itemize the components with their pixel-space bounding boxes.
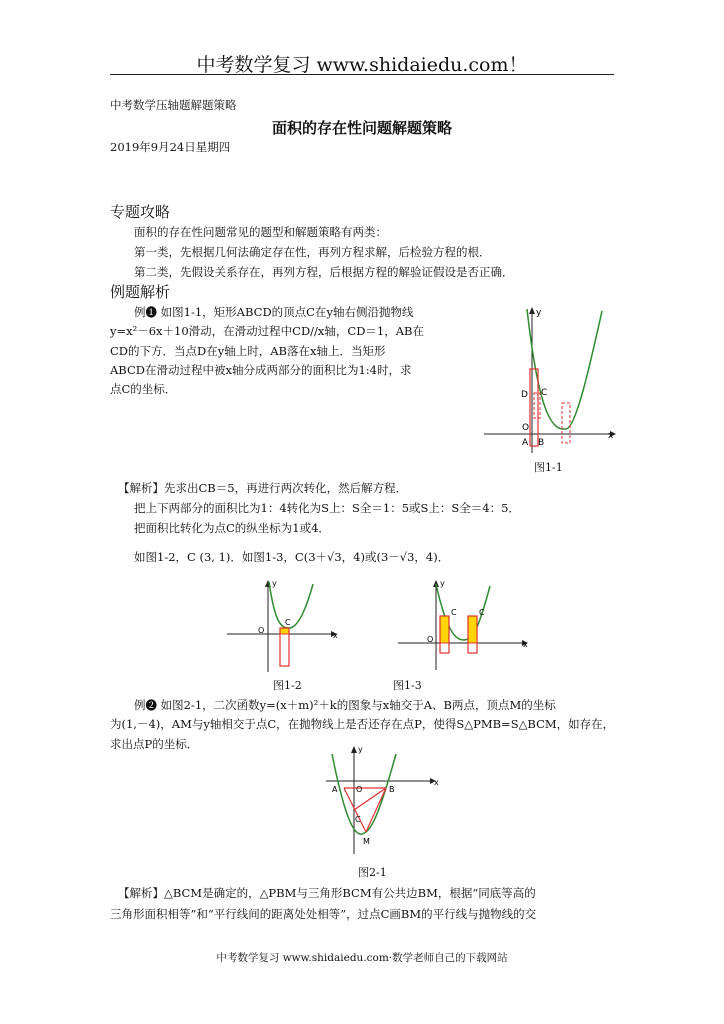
y-axis-arrow-icon xyxy=(351,746,357,753)
label-o: O xyxy=(356,785,363,794)
label-a: A xyxy=(332,785,338,794)
label-x: x xyxy=(434,778,439,787)
label-x: x xyxy=(333,631,338,640)
figure-1-3-caption: 图1-3 xyxy=(393,679,422,692)
label-d: D xyxy=(521,390,528,400)
shaded-area xyxy=(440,616,449,643)
label-c: C xyxy=(541,388,548,398)
parabola-curve xyxy=(269,582,313,628)
category-label: 中考数学压轴题解题策略 xyxy=(110,98,237,112)
label-c: C xyxy=(285,618,291,627)
analysis2-line: 【解析】△BCM是确定的，△PBM与三角形BCM有公共边BM，根据“同底等高的 xyxy=(118,886,536,900)
date-label: 2019年9月24日星期四 xyxy=(110,140,231,154)
analysis1-line: 把上下两部分的面积比为1：4转化为S上：S全＝1：5或S上：S全＝4：5． xyxy=(134,501,520,515)
label-y: y xyxy=(272,579,277,588)
label-c: C xyxy=(355,815,361,824)
strategy-line: 第二类，先假设关系存在，再列方程，后根据方程的解验证假设是否正确． xyxy=(134,265,514,279)
label-x: x xyxy=(608,431,614,441)
page-footer: 中考数学复习 www.shidaiedu.com·数学老师自己的下载网站 xyxy=(216,952,508,964)
label-a: A xyxy=(522,438,529,448)
example2-line: 求出点P的坐标． xyxy=(110,737,199,751)
y-axis-arrow-icon xyxy=(529,307,535,314)
analysis1-line: 【解析】先求出CB＝5，再进行两次转化，然后解方程． xyxy=(118,481,408,495)
label-c: C xyxy=(451,608,457,617)
figure-2-1 xyxy=(320,744,460,856)
label-x: x xyxy=(523,640,528,649)
figure-1-2 xyxy=(225,578,350,674)
label-b: B xyxy=(538,438,545,448)
label-y: y xyxy=(440,579,445,588)
label-c: C xyxy=(479,608,485,617)
example1-line: 例❶ 如图1-1，矩形ABCD的顶点C在y轴右侧沿抛物线 xyxy=(134,305,414,319)
site-header: 中考数学复习 www.shidaiedu.com！ xyxy=(196,54,528,76)
example1-line: 点C的坐标． xyxy=(110,382,177,396)
label-b: B xyxy=(389,785,395,794)
figure-1-1 xyxy=(480,305,620,455)
figure-1-1-caption: 图1-1 xyxy=(534,461,563,474)
strategy-line: 面积的存在性问题常见的题型和解题策略有两类： xyxy=(134,225,387,239)
header-divider xyxy=(110,74,614,75)
figure-1-3 xyxy=(392,578,532,674)
label-o: O xyxy=(522,423,530,433)
section-heading-examples: 例题解析 xyxy=(110,283,171,301)
analysis2-line: 三角形面积相等”和“平行线间的距离处处相等”，过点C画BM的平行线与抛物线的交 xyxy=(110,907,537,921)
example2-line: 例❷ 如图2-1，二次函数y=(x＋m)²＋k的图象与x轴交于A、B两点，顶点M的坐标 xyxy=(134,698,556,712)
label-o: O xyxy=(258,626,265,635)
figure-1-2-caption: 图1-2 xyxy=(273,679,302,692)
rectangle-moving xyxy=(562,403,570,443)
section-heading-strategy: 专题攻略 xyxy=(110,203,171,221)
example1-line: ABCD在滑动过程中被x轴分成两部分的面积比为1:4时，求 xyxy=(110,363,412,377)
label-o: O xyxy=(427,635,434,644)
parabola-curve xyxy=(332,754,396,834)
label-m: M xyxy=(363,837,370,846)
analysis1-line: 把面积比转化为点C的纵坐标为1或4． xyxy=(134,521,330,535)
rectangle-moving xyxy=(534,393,540,418)
page-title: 面积的存在性问题解题策略 xyxy=(271,119,452,137)
example1-line: CD的下方．当点D在y轴上时，AB落在x轴上．当矩形 xyxy=(110,344,386,358)
example2-line: 为(1,－4)，AM与y轴相交于点C，在抛物线上是否还存在点P，使得S△PMB=S△BCM，如存在， xyxy=(110,717,615,731)
shaded-area xyxy=(468,616,477,643)
example1-line: y=x²－6x＋10滑动，在滑动过程中CD//x轴，CD＝1，AB在 xyxy=(110,324,425,338)
figure-2-1-caption: 图2-1 xyxy=(358,866,387,879)
shaded-area xyxy=(280,628,289,634)
strategy-line: 第一类，先根据几何法确定存在性，再列方程求解，后检验方程的根． xyxy=(134,245,491,259)
label-y: y xyxy=(536,308,542,318)
analysis1-line: 如图1-2，C (3, 1)．如图1-3，C(3＋√3，4)或(3－√3，4)． xyxy=(134,550,450,564)
label-y: y xyxy=(358,745,363,754)
